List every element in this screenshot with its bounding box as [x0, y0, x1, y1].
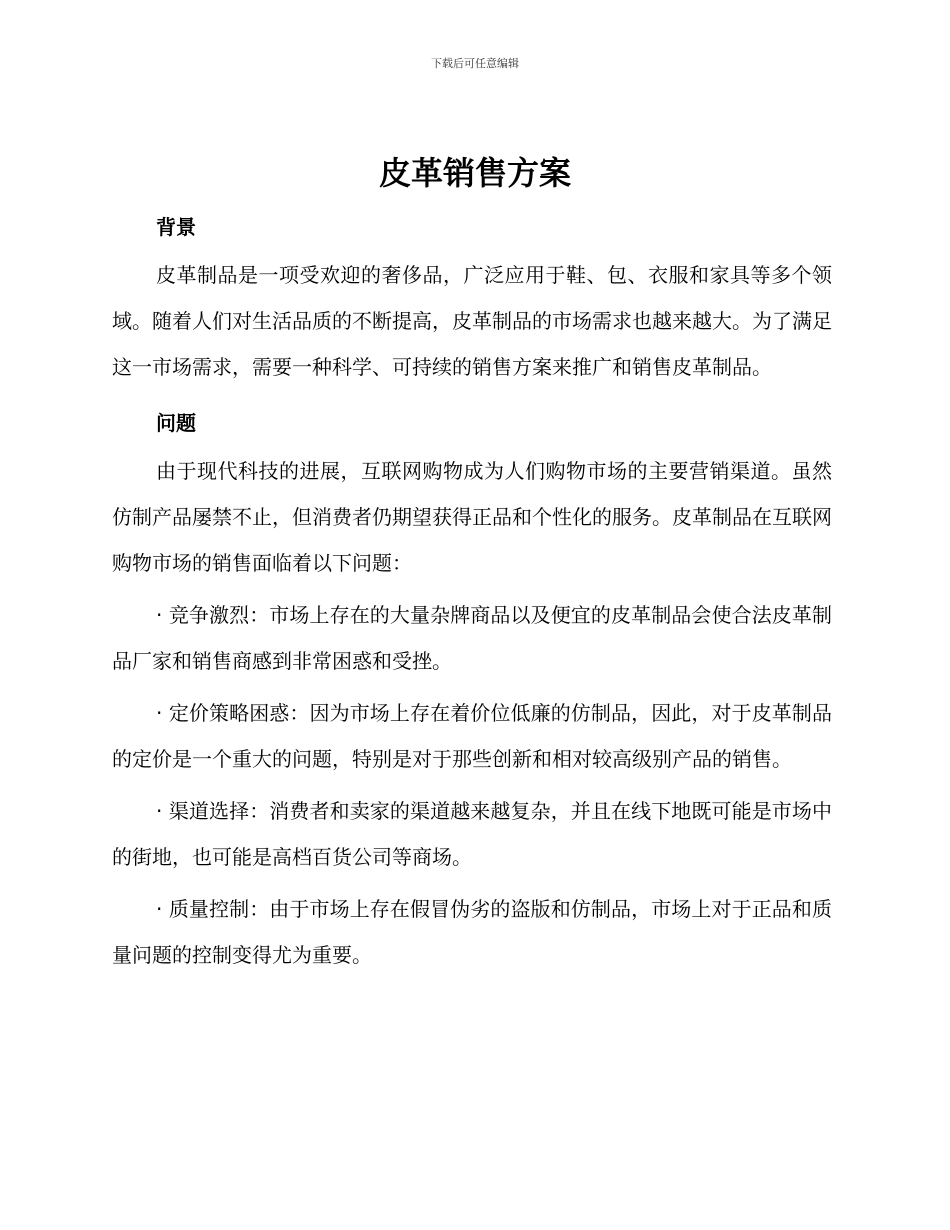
bullet-channels: · 渠道选择：消费者和卖家的渠道越来越复杂，并且在线下地既可能是市场中的街地，也可能是高档百货公司等商场。	[112, 799, 832, 869]
paragraph-background: 皮革制品是一项受欢迎的奢侈品，广泛应用于鞋、包、衣服和家具等多个领域。随着人们对生活品质的不断提高，皮革制品的市场需求也越来越大。为了满足这一市场需求，需要一种科学、可持续的销售方案来推广和销售皮革制品。	[112, 263, 832, 379]
bullet-pricing: · 定价策略困惑：因为市场上存在着价位低廉的仿制品，因此，对于皮革制品的定价是一个重大的问题，特别是对于那些创新和相对较高级别产品的销售。	[112, 701, 832, 771]
paragraph-problems-intro: 由于现代科技的进展，互联网购物成为人们购物市场的主要营销渠道。虽然仿制产品屡禁不止，但消费者仍期望获得正品和个性化的服务。皮革制品在互联网购物市场的销售面临着以下问题：	[112, 459, 832, 575]
document-title: 皮革销售方案	[378, 154, 571, 192]
document-body	[112, 204, 832, 978]
section-heading-background: 背景	[156, 215, 196, 239]
bullet-competition: · 竞争激烈：市场上存在的大量杂牌商品以及便宜的皮革制品会使合法皮革制品厂家和销售商感到非常困惑和受挫。	[112, 603, 832, 673]
header-note: 下载后可任意编辑	[431, 57, 519, 70]
section-heading-problems: 问题	[156, 411, 196, 435]
bullet-quality: · 质量控制：由于市场上存在假冒伪劣的盗版和仿制品，市场上对于正品和质量问题的控制变得尤为重要。	[112, 897, 832, 967]
